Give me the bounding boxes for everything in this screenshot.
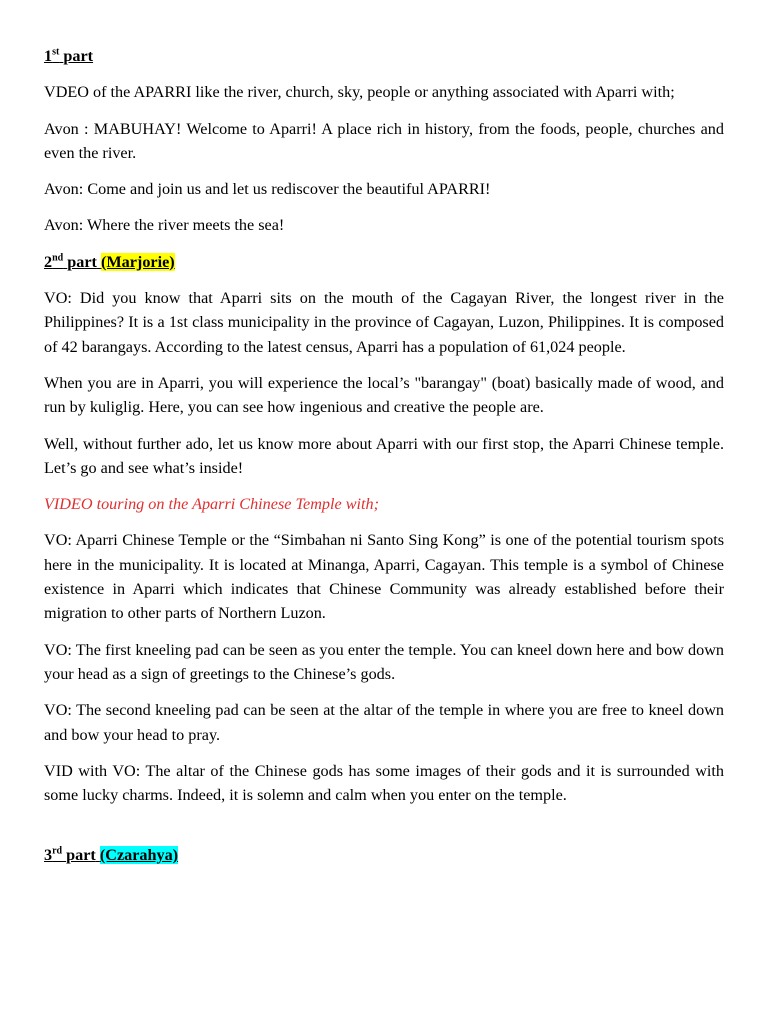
document-page: [44, 44, 724, 868]
part-3-heading: [44, 843, 724, 867]
part-2-label: part: [67, 252, 97, 271]
part-2-number: 2: [44, 252, 53, 271]
paragraph-avon-river: Avon: Where the river meets the sea!: [44, 216, 285, 235]
part-3-label: part: [66, 846, 96, 865]
part-2-ordinal: nd: [52, 252, 64, 264]
paragraph-vo-temple: VO: Aparri Chinese Temple or the “Simbahan ni Santo Sing Kong” is one of the potential tourism spots here in the municipality. It is located at Minanga, Aparri, Cagayan. This temple is a symbol of Chinese existence in Aparri which indicates that Chinese Community was already established before their migration to other parts of Northern Luzon.: [44, 531, 724, 623]
part-1-ordinal: st: [52, 46, 60, 58]
part-1-label: part: [63, 47, 94, 65]
paragraph-barangay-boat: When you are in Aparri, you will experience the local’s "barangay" (boat) basically made of wood, and run by kuliglig. Here, you can see how ingenious and creative the people are.: [44, 373, 724, 417]
part-3-ordinal: rd: [52, 846, 63, 858]
part-2-assignee: (Marjorie): [100, 252, 175, 271]
part-2-heading: [44, 250, 724, 274]
paragraph-avon-welcome: Avon : MABUHAY! Welcome to Aparri! A place rich in history, from the foods, people, churches and even the river.: [44, 119, 724, 162]
paragraph-avon-join: Avon: Come and join us and let us rediscover the beautiful APARRI!: [44, 180, 491, 199]
paragraph-first-stop: Well, without further ado, let us know more about Aparri with our first stop, the Aparri Chinese temple. Let’s go and see what’s inside!: [44, 434, 724, 477]
part-3-number: 3: [44, 846, 53, 865]
paragraph-video-intro: VDEO of the APARRI like the river, church, sky, people or anything associated with Aparri with;: [44, 83, 675, 102]
paragraph-video-direction: VIDEO touring on the Aparri Chinese Temple with;: [44, 495, 379, 514]
paragraph-vo-first-pad: VO: The first kneeling pad can be seen as you enter the temple. You can kneel down here and bow down your head as a sign of greetings to the Chinese’s gods.: [44, 640, 724, 683]
part-1-number: 1: [44, 47, 53, 65]
paragraph-vo-second-pad: VO: The second kneeling pad can be seen at the altar of the temple in where you are free to kneel down and bow your head to pray.: [44, 701, 724, 744]
part-1-heading: [44, 44, 724, 68]
paragraph-vid-altar: VID with VO: The altar of the Chinese gods has some images of their gods and it is surrounded with some lucky charms. Indeed, it is solemn and calm when you enter on the temple.: [44, 761, 724, 805]
paragraph-vo-cagayan: VO: Did you know that Aparri sits on the mouth of the Cagayan River, the longest river in the Philippines? It is a 1st class municipality in the province of Cagayan, Luzon, Philippines. It is composed of 42 barangays. According to the latest census, Aparri has a population of 61,024 people.: [44, 289, 724, 356]
part-3-assignee: (Czarahya): [99, 846, 179, 865]
